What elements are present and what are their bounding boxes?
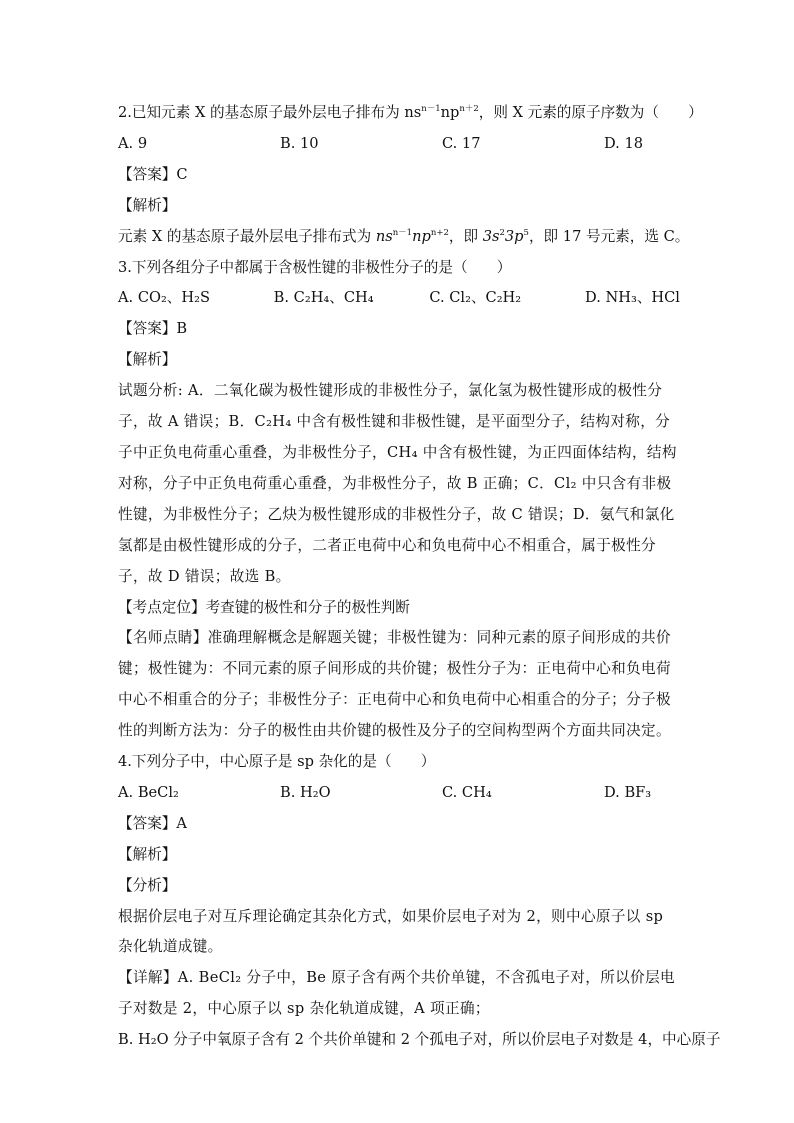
- option-a: A. 9: [118, 134, 148, 152]
- q2-formula: ns: [375, 227, 393, 245]
- question-3-analysis-heading: 【解析】: [118, 351, 177, 369]
- question-2-analysis-heading: 【解析】: [118, 196, 177, 214]
- question-3-analysis: 试题分析: A．二氧化碳为极性键形成的非极性分子，氯化氢为极性键形成的极性分子，故 A 错误；B．C₂H₄ 中含有极性键和非极性键，是平面型分子，结构对称，分子中正负电荷重心重叠，为非极性分子，CH₄ 中含有极性键，为正四面体结构，结构对称，分子中正负电荷重心重叠，为非极性分子，故 B 正确；C．Cl₂ 中只含有非极性键，为非极性分子；乙炔为极性键形成的非极性分子，故 C 错误；D．氨气和氯化氢都是由极性键形成的分子，二者正电荷中心和负电荷中心不相重合，属于极性分子，故 D 错误；故选 B。: [118, 382, 677, 585]
- question-3-stem: 3.下列各组分子中都属于含极性键的非极性分子的是（ ）: [118, 258, 512, 276]
- q2-analysis-text: 元素 X 的基态原子最外层电子排布式为: [118, 227, 376, 245]
- option-c: C. CH₄: [442, 783, 492, 801]
- question-2-options: [118, 129, 680, 160]
- question-2-answer: 【答案】C: [118, 165, 188, 183]
- q2-analysis-text: ，即: [448, 227, 483, 245]
- question-4-xiangjie-continued: B. H₂O 分子中氧原子含有 2 个共价单键和 2 个孤电子对，所以价层电子对数是 4，中心原子: [118, 1031, 721, 1049]
- q2-stem-text: 2.已知元素 X 的基态原子最外层电子排布为 ns: [118, 104, 422, 121]
- option-b: B. C₂H₄、CH₄: [273, 289, 374, 307]
- q2-superscript: n＋2: [459, 104, 479, 114]
- question-2-analysis: [118, 222, 690, 253]
- q2-formula: np: [412, 227, 431, 245]
- question-4-fenxi: 根据价层电子对互斥理论确定其杂化方式，如果价层电子对为 2，则中心原子以 sp 杂化轨道成键。: [118, 907, 664, 956]
- option-c: C. Cl₂、C₂H₂: [429, 289, 522, 307]
- q2-stem-text: ，则 X 元素的原子序数为（ ）: [478, 104, 703, 121]
- q2-stem-text: np: [440, 104, 460, 121]
- option-c: C. 17: [442, 134, 481, 152]
- q2-formula: 3s: [482, 227, 500, 245]
- option-a: A. BeCl₂: [118, 783, 179, 801]
- option-d: D. 18: [604, 134, 644, 152]
- question-3-answer: 【答案】B: [118, 320, 188, 338]
- option-d: D. BF₃: [604, 783, 652, 801]
- q2-superscript: 5: [523, 227, 529, 238]
- question-4-answer: 【答案】A: [118, 814, 187, 832]
- q2-superscript: n－1: [392, 227, 413, 238]
- document-content: [118, 98, 721, 1056]
- q2-formula: 3p: [504, 227, 524, 245]
- question-4-options: [118, 778, 680, 809]
- q2-analysis-text: ，即 17 号元素，选 C。: [528, 227, 690, 245]
- question-3-options: [118, 283, 680, 314]
- q2-superscript: 2: [499, 227, 505, 238]
- question-3-kaodian: 【考点定位】考查键的极性和分子的极性判断: [118, 598, 410, 616]
- question-4-stem: 4.下列分子中，中心原子是 sp 杂化的是（ ）: [118, 753, 436, 771]
- question-4-fenxi-heading: 【分析】: [118, 876, 177, 894]
- question-2-stem: [118, 98, 703, 129]
- option-a: A. CO₂、H₂S: [118, 289, 210, 307]
- option-b: B. 10: [280, 134, 319, 152]
- q2-superscript: n－1: [421, 104, 441, 114]
- option-d: D. NH₃、HCl: [585, 289, 680, 307]
- question-3-mingshi: 【名师点睛】准确理解概念是解题关键；非极性键为：同种元素的原子间形成的共价键；极性键为：不同元素的原子间形成的共价键；极性分子为：正电荷中心和负电荷中心不相重合的分子；非极性分子：正电荷中心和负电荷中心相重合的分子；分子极性的判断方法为：分子的极性由共价键的极性及分子的空间构型两个方面共同决定。: [118, 629, 671, 740]
- question-4-xiangjie: 【详解】A. BeCl₂ 分子中，Be 原子含有两个共价单键，不含孤电子对，所以价层电子对数是 2，中心原子以 sp 杂化轨道成键，A 项正确；: [118, 969, 675, 1018]
- q2-superscript: n+2: [430, 227, 449, 238]
- option-b: B. H₂O: [280, 783, 331, 801]
- question-4-analysis-heading: 【解析】: [118, 845, 177, 863]
